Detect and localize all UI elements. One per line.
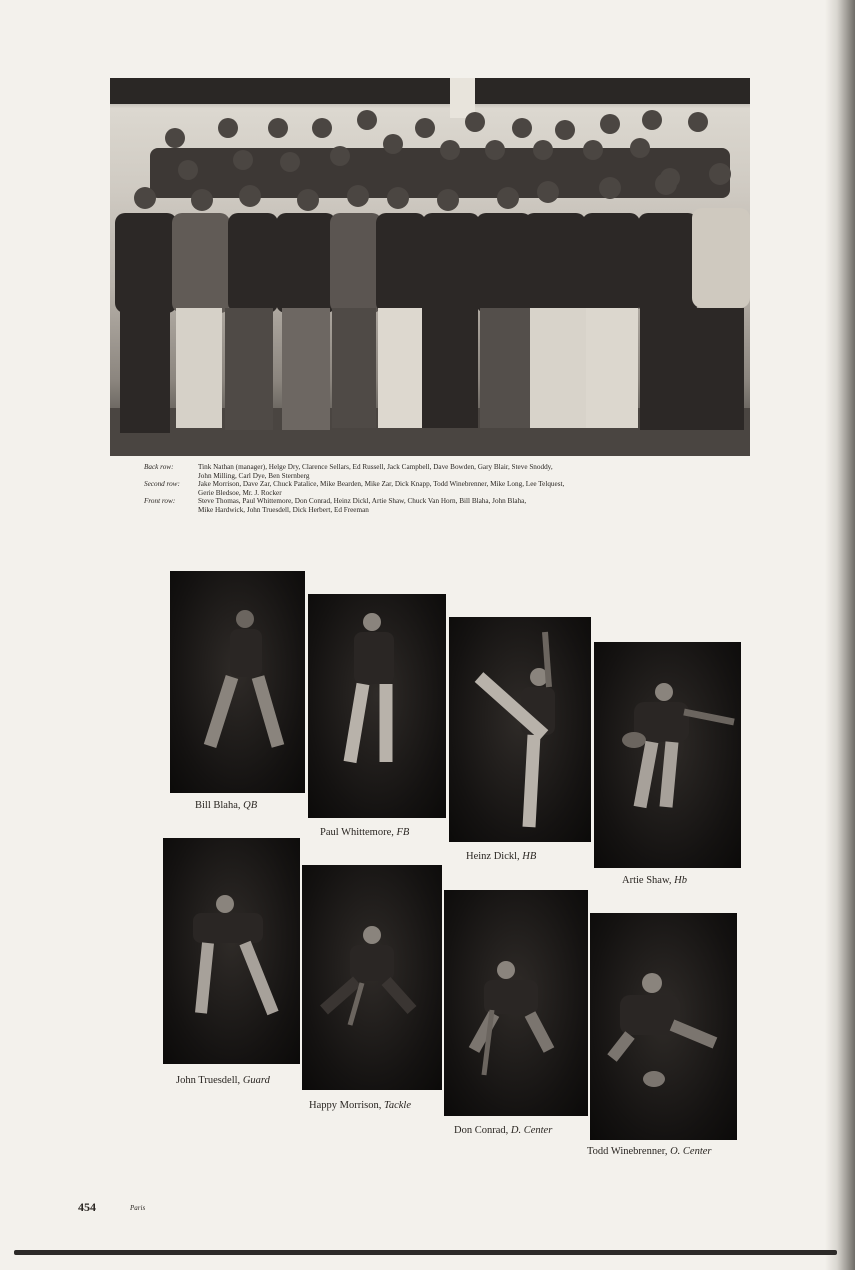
caption-row — [144, 497, 744, 514]
player-figure — [302, 865, 442, 1090]
player-figure — [308, 594, 446, 818]
row-label: Second row: — [144, 480, 180, 489]
player-caption: Bill Blaha, QB — [195, 800, 258, 811]
player-photo-happy-morrison — [302, 865, 442, 1090]
player-caption: Don Conrad, D. Center — [454, 1125, 553, 1136]
player-figure — [594, 642, 741, 868]
team-photo-figures — [110, 78, 750, 456]
player-caption: Heinz Dickl, HB — [466, 851, 537, 862]
page-binding-shadow — [825, 0, 855, 1270]
player-figure — [163, 838, 300, 1064]
page-bottom-edge — [14, 1250, 837, 1255]
player-photo-john-truesdell — [163, 838, 300, 1064]
player-photo-artie-shaw — [594, 642, 741, 868]
row-names: Tink Nathan (manager), Helge Dry, Clarence Sellars, Ed Russell, Jack Campbell, Dave Bowden, Gary Blair, Steve Snoddy, John Milling, Carl Dye, Ben Sternberg — [198, 463, 553, 480]
row-names: Jake Morrison, Dave Zar, Chuck Patalice, Mike Bearden, Mike Zar, Dick Knapp, Todd Winebrenner, Mike Long, Lee Telquest, Gerie Bledsoe, Mr. J. Rocker — [198, 480, 565, 497]
section-name: Paris — [130, 1204, 146, 1212]
page-number: 454 — [78, 1200, 96, 1214]
player-figure — [590, 913, 737, 1140]
player-figure — [444, 890, 588, 1116]
row-names: Steve Thomas, Paul Whittemore, Don Conrad, Heinz Dickl, Artie Shaw, Chuck Van Horn, Bill Blaha, John Blaha, Mike Hardwick, John Truesdell, Dick Herbert, Ed Freeman — [198, 497, 527, 514]
team-photo-caption — [144, 463, 744, 515]
player-figure — [449, 617, 591, 842]
row-label: Front row: — [144, 497, 176, 506]
row-label: Back row: — [144, 463, 174, 471]
player-photo-todd-winebrenner — [590, 913, 737, 1140]
player-photo-bill-blaha — [170, 571, 305, 793]
team-photo — [110, 78, 750, 456]
player-photo-heinz-dickl — [449, 617, 591, 842]
player-photo-paul-whittemore — [308, 594, 446, 818]
player-caption: John Truesdell, Guard — [176, 1075, 270, 1086]
player-caption: Todd Winebrenner, O. Center — [587, 1146, 712, 1157]
caption-row — [144, 463, 744, 480]
player-figure — [170, 571, 305, 793]
player-photo-don-conrad — [444, 890, 588, 1116]
player-caption: Paul Whittemore, FB — [320, 827, 410, 838]
player-caption: Artie Shaw, Hb — [622, 875, 687, 886]
caption-row — [144, 480, 744, 497]
player-caption: Happy Morrison, Tackle — [309, 1100, 411, 1111]
